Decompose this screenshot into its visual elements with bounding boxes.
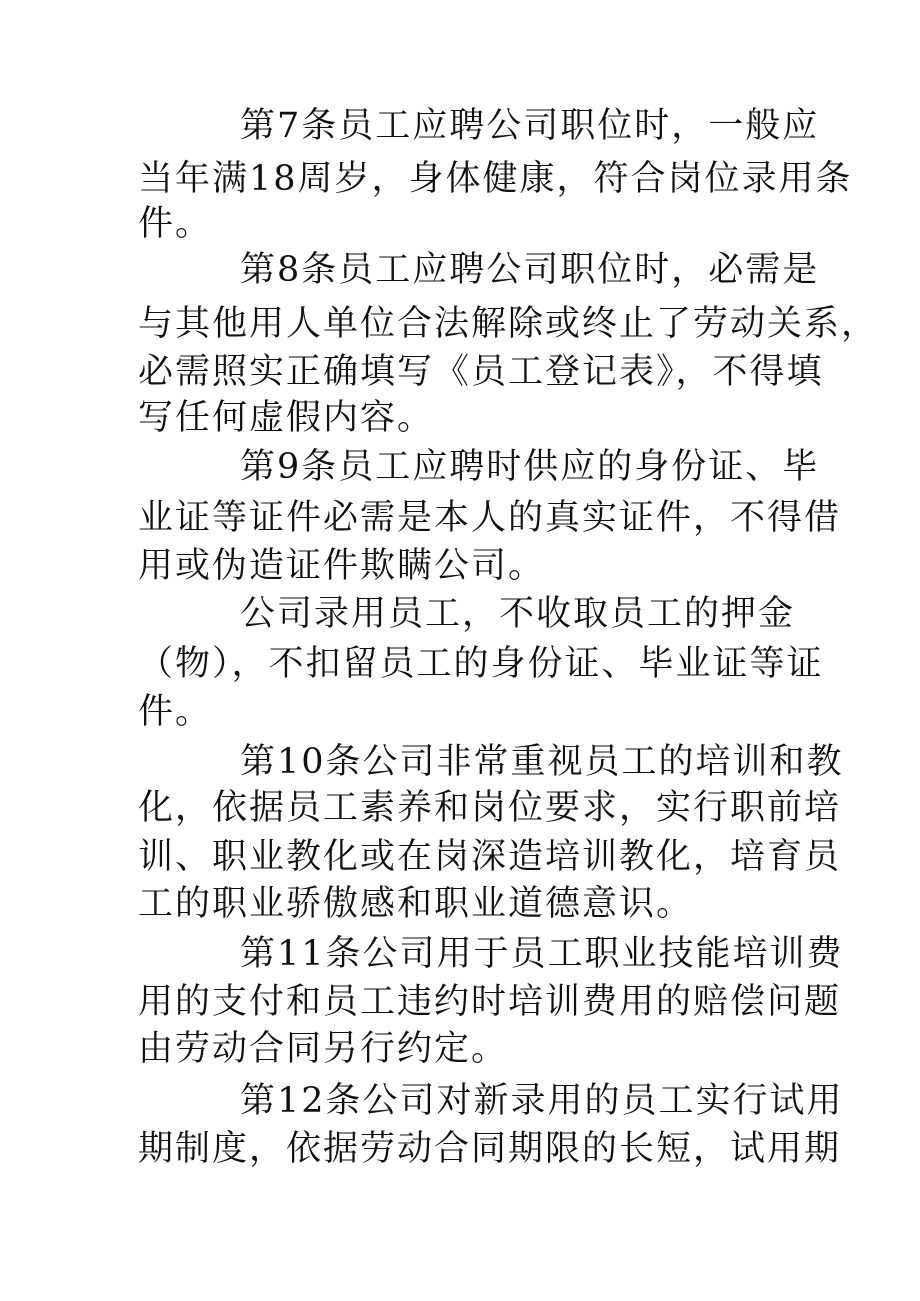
deposit-clause-line-1: 公司录用员工，不收取员工的押金 — [240, 594, 796, 634]
article-8-line-4: 写任何虚假内容。 — [138, 398, 435, 438]
article-12-line-2: 期制度，依据劳动合同期限的长短，试用期 — [138, 1129, 842, 1169]
article-10-line-2: 化，依据员工素养和岗位要求，实行职前培 — [138, 788, 842, 828]
article-7-line-1: 第7条员工应聘公司职位时，一般应 — [240, 106, 820, 146]
article-9-line-2: 业证等证件必需是本人的真实证件，不得借 — [138, 498, 842, 538]
article-8-line-1: 第8条员工应聘公司职位时，必需是 — [240, 250, 820, 290]
deposit-clause-line-3: 件。 — [138, 692, 213, 732]
article-11-line-3: 由劳动合同另行约定。 — [138, 1029, 509, 1069]
article-8-line-3: 必需照实正确填写《员工登记表》，不得填 — [138, 352, 824, 392]
article-10-line-4: 工的职业骄傲感和职业道德意识。 — [138, 884, 694, 924]
article-7-line-2: 当年满18周岁，身体健康，符合岗位录用条 — [138, 159, 853, 199]
article-10-line-1: 第10条公司非常重视员工的培训和教 — [240, 742, 844, 782]
article-12-line-1: 第12条公司对新录用的员工实行试用 — [240, 1081, 844, 1121]
article-8-line-2: 与其他用人单位合法解除或终止了劳动关系， — [138, 304, 879, 344]
article-10-line-3: 训、职业教化或在岗深造培训教化，培育员 — [138, 837, 842, 877]
article-11-line-1: 第11条公司用于员工职业技能培训费 — [240, 934, 844, 974]
article-9-line-1: 第9条员工应聘时供应的身份证、毕 — [240, 447, 820, 487]
deposit-clause-line-2: （物），不扣留员工的身份证、毕业证等证 — [138, 644, 824, 684]
article-7-line-3: 件。 — [138, 204, 213, 244]
article-9-line-3: 用或伪造证件欺瞒公司。 — [138, 546, 546, 586]
article-11-line-2: 用的支付和员工违约时培训费用的赔偿问题 — [138, 982, 842, 1022]
